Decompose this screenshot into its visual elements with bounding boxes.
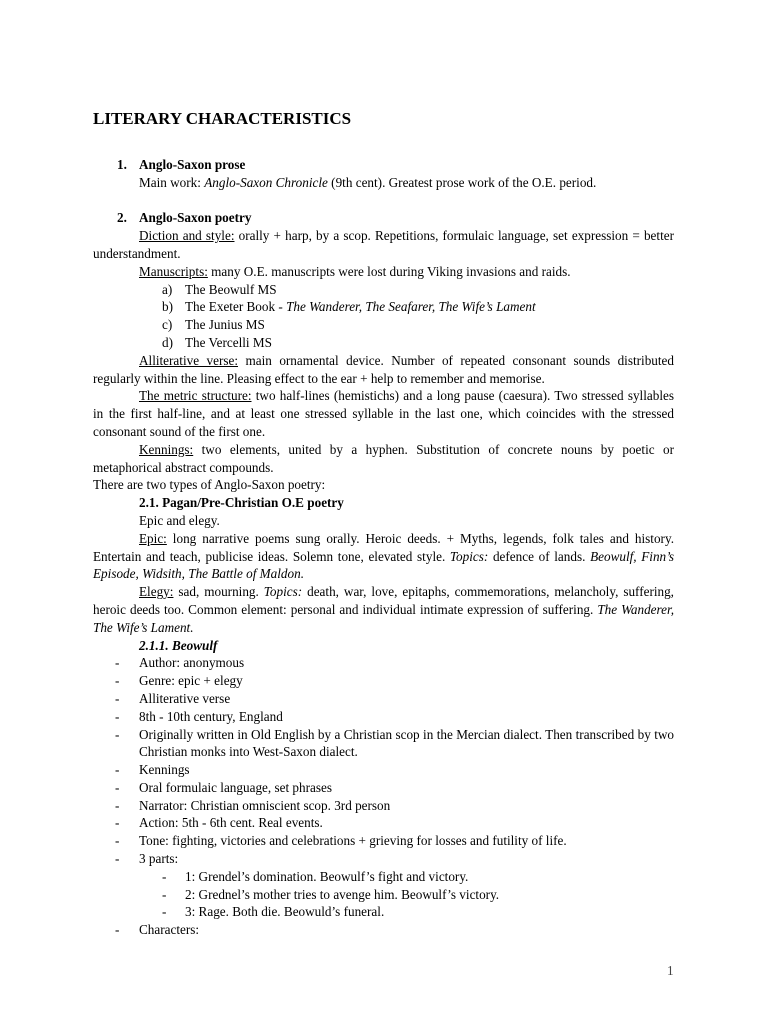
dash-marker: - (115, 851, 120, 867)
paragraph-metric (93, 387, 674, 440)
section-number: 2. (117, 210, 127, 226)
section-heading-text: Anglo-Saxon poetry (139, 210, 252, 226)
list-text: Author: anonymous (139, 655, 245, 671)
paragraph-elegy (93, 583, 674, 636)
paragraph-epic (93, 530, 674, 583)
list-text: 3 parts: (139, 851, 179, 867)
dash-marker: - (115, 726, 120, 742)
prose-main-work (93, 174, 674, 192)
list-text: Tone: fighting, victories and celebrations + grieving for losses and futility of life. (139, 833, 567, 849)
pagan-intro: Epic and elegy. (139, 512, 220, 528)
list-text: Genre: epic + elegy (139, 673, 243, 689)
dash-marker: - (115, 779, 120, 795)
list-item (93, 316, 674, 334)
term-label: Elegy: (139, 584, 174, 600)
text-run: two half-lines (hemistichs) and a long pause (caesura). Two stressed syllables in the first half-line, and at least one stressed syllable in the last one, which coincides with the stressed consonant sound of the first one. (93, 388, 674, 439)
list-text: Alliterative verse (139, 690, 231, 706)
list-label: a) (162, 281, 173, 297)
text-run: (9th cent). Greatest prose work of the O.E. period. (327, 174, 597, 190)
text-run: Main work: (139, 174, 205, 190)
list-item (93, 761, 674, 779)
dash-marker: - (115, 833, 120, 849)
list-item (93, 814, 674, 832)
section-number: 1. (117, 157, 127, 172)
text-run: long narrative poems sung orally. Heroic deeds. + Myths, legends, folk tales and history. Entertain and teach, publicise ideas. Solemn tone, elevated style. (93, 530, 674, 564)
dash-marker: - (115, 815, 120, 831)
term-label: The metric structure: (139, 388, 252, 404)
list-text: Oral formulaic language, set phrases (139, 779, 332, 795)
list-item (93, 298, 674, 316)
dash-marker: - (115, 922, 120, 938)
work-title: Beowulf, Finn’s Episode, Widsith, The Battle of Maldon. (93, 548, 674, 582)
list-text: The Junius MS (185, 317, 265, 333)
term-label: Diction and style: (139, 228, 235, 244)
page-number: 1 (667, 963, 674, 978)
text-run: sad, mourning. (173, 584, 264, 600)
paragraph-kennings (93, 441, 674, 477)
topics-label: Topics: (449, 548, 489, 564)
text-run: many O.E. manuscripts were lost during Viking invasions and raids. (207, 263, 571, 279)
list-item (93, 690, 674, 708)
page-title: LITERARY CHARACTERISTICS (93, 109, 352, 128)
list-item (93, 672, 674, 690)
list-item (93, 779, 674, 797)
term-label: Epic: (139, 530, 167, 546)
section-heading-prose (93, 156, 674, 174)
dash-marker: - (162, 868, 167, 884)
dash-marker: - (115, 797, 120, 813)
list-text: 8th - 10th century, England (139, 708, 283, 724)
dash-marker: - (115, 673, 120, 689)
paragraph-manuscripts (93, 263, 674, 281)
nested-list-item (93, 868, 674, 886)
term-label: Manuscripts: (139, 263, 208, 279)
dash-marker: - (115, 655, 120, 671)
topics-label: Topics: (263, 584, 303, 600)
list-item (93, 281, 674, 299)
list-label: d) (162, 334, 173, 350)
text-run: orally + harp, by a scop. Repetitions, formulaic language, set expression = better understandment. (93, 228, 674, 261)
list-text: Kennings (139, 762, 190, 778)
dash-marker: - (115, 762, 120, 778)
dash-marker: - (115, 708, 120, 724)
list-text: Action: 5th - 6th cent. Real events. (139, 815, 323, 831)
list-item (93, 726, 674, 762)
section-heading-poetry (93, 209, 674, 227)
paragraph-diction (93, 227, 674, 263)
list-item (93, 334, 674, 352)
list-text: The Vercelli MS (185, 334, 272, 350)
paragraph-alliterative (93, 352, 674, 388)
text-run: two elements, united by a hyphen. Substitution of concrete nouns by poetic or metaphorical abstract compounds. (93, 441, 674, 475)
list-item (93, 850, 674, 868)
list-text: 2: Grednel’s mother tries to avenge him. Beowulf’s victory. (185, 886, 500, 902)
list-item (93, 832, 674, 850)
list-text: 3: Rage. Both die. Beowuld’s funeral. (185, 904, 385, 920)
list-text: Characters: (139, 922, 200, 938)
work-title: The Wanderer, The Seafarer, The Wife’s Lament (286, 299, 536, 315)
list-item (93, 797, 674, 815)
list-text: The Beowulf MS (185, 281, 277, 297)
list-item (93, 708, 674, 726)
text-run: death, war, love, epitaphs, commemorations, melancholy, suffering, heroic deeds too. Common element: personal and individual intimate expression of suffering. (93, 584, 674, 617)
list-text: 1: Grendel’s domination. Beowulf’s fight and victory. (185, 868, 469, 884)
work-title: Anglo-Saxon Chronicle (204, 174, 328, 190)
nested-list-item (93, 886, 674, 904)
list-label: b) (162, 299, 173, 315)
page-content (93, 109, 674, 939)
spacer (93, 192, 674, 210)
list-text: Narrator: Christian omniscient scop. 3rd person (139, 797, 391, 813)
list-text: Originally written in Old English by a Christian scop in the Mercian dialect. Then transcribed by two Christian monks into West-Saxon dialect. (139, 726, 674, 760)
nested-list-item (93, 903, 674, 921)
text-run: defence of lands. (488, 548, 591, 564)
section-heading-text: Anglo-Saxon prose (139, 157, 246, 172)
dash-marker: - (162, 886, 167, 902)
work-title: The Wanderer, The Wife’s Lament. (93, 601, 674, 635)
types-line: There are two types of Anglo-Saxon poetry: (93, 477, 326, 493)
text-run: main ornamental device. Number of repeated consonant sounds distributed regularly within the line. Pleasing effect to the ear + help to remember and memorise. (93, 352, 674, 386)
subsection-heading-beowulf: 2.1.1. Beowulf (139, 637, 218, 653)
term-label: Kennings: (139, 441, 194, 457)
list-item (93, 654, 674, 672)
dash-marker: - (162, 904, 167, 920)
dash-marker: - (115, 690, 120, 706)
list-item (93, 921, 674, 939)
list-text: The Exeter Book - (185, 299, 287, 315)
subsection-heading-pagan: 2.1. Pagan/Pre-Christian O.E poetry (139, 495, 344, 511)
list-label: c) (162, 317, 173, 333)
term-label: Alliterative verse: (139, 352, 239, 368)
